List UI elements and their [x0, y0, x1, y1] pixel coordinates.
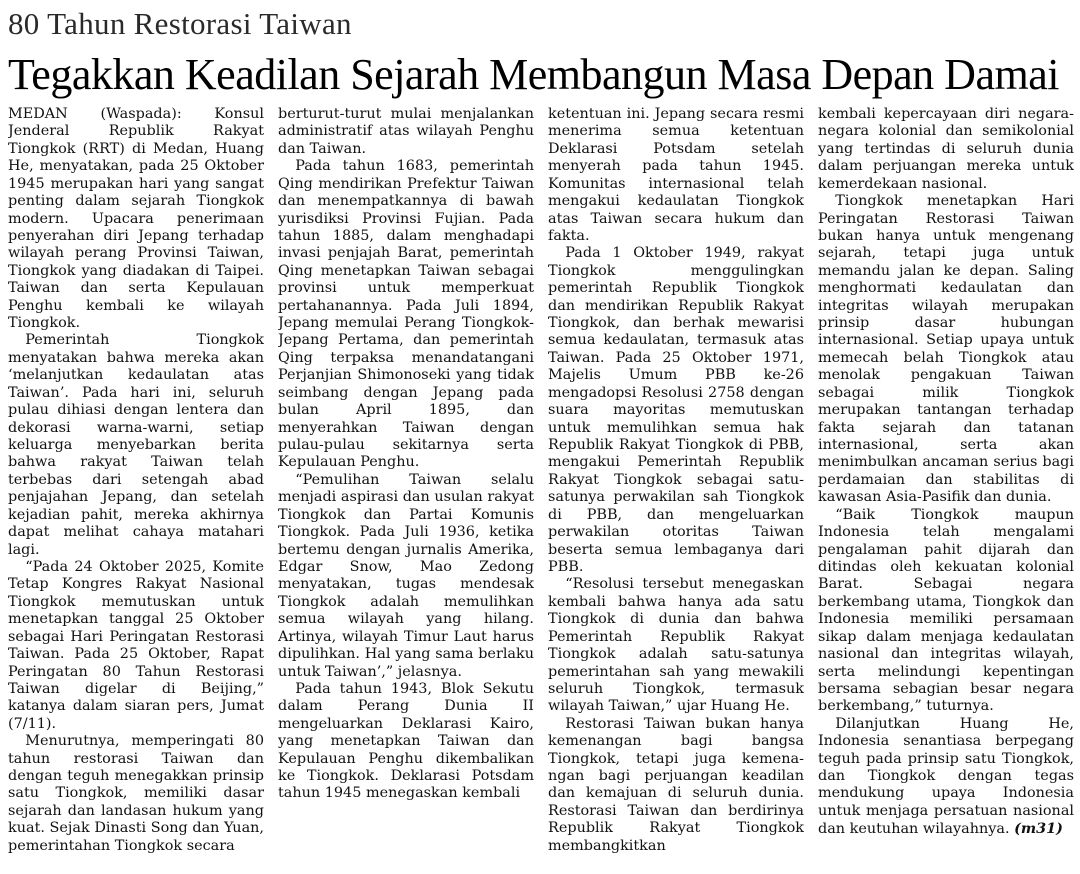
- headline: Tegakkan Keadilan Sejarah Membangun Masa Depan Damai: [8, 50, 1059, 99]
- paragraph: “Baik Tiongkok maupun Indonesia telah mengalami pengalaman pahit dijarah dan ditindas oleh kekuatan kolonial Barat. Sebagai negara berkembang utama, Tiongkok dan Indonesia memiliki persamaan sikap dalam menjaga kedaulatan nasional dan integritas wilayah, serta melindungi kepentingan bersama sebagian besar negara berkembang,” tuturnya.: [818, 506, 1074, 715]
- paragraph: Pada 1 Oktober 1949, rakyat Tiongkok menggulingkan pemerintah Republik Tiongkok dan mendirikan Republik Rakyat Tiongkok, dan berhak mewarisi semua kedaulatan, termasuk atas Taiwan. Pada 25 Oktober 1971, Majelis Umum PBB ke-26 mengadopsi Resolusi 2758 dengan suara mayoritas memutuskan untuk memulihkan semua hak Republik Rakyat Tiongkok di PBB, mengakui Pemerintah Republik Rakyat Tiongkok sebagai satu-satunya perwakilan sah Tiongkok di PBB, dan mengeluarkan perwakilan otoritas Taiwan beserta semua lembaganya dari PBB.: [548, 245, 804, 575]
- paragraph: kembali kepercayaan diri negara-negara kolonial dan semikolonial yang tertindas di seluruh dunia dalam perjuangan mereka untuk kemerdekaan nasional.: [818, 106, 1074, 192]
- paragraph: Pada tahun 1683, pemerintah Qing mendirikan Prefektur Taiwan dan menempatkannya di bawah yurisdiksi Provinsi Fujian. Pada tahun 1885, dalam menghadapi invasi penjajah Barat, pemerintah Qing menetapkan Taiwan sebagai provinsi untuk memperkuat pertahanannya. Pada Juli 1894, Jepang memulai Perang Tiongkok-Jepang Pertama, dan pemerintah Qing terpaksa menandatangani Perjanjian Shimonoseki yang tidak seimbang dengan Jepang pada bulan April 1895, dan menyerahkan Taiwan dengan pulau-pulau sekitarnya serta Kepulauan Penghu.: [278, 158, 534, 471]
- paragraph: Menurutnya, memperingati 80 tahun restorasi Taiwan dan dengan teguh menegakkan prinsip satu Tiongkok, memiliki dasar sejarah dan landasan hukum yang kuat. Sejak Dinasti Song dan Yuan, pemerintahan Tiongkok secara: [8, 733, 264, 854]
- byline: (m31): [1014, 820, 1063, 838]
- paragraph: Restorasi Taiwan bukan hanya kemenangan bagi bangsa Tiongkok, tetapi juga kemena-ngan bagi perjuangan keadilan dan kemajuan di seluruh dunia. Restorasi Taiwan dan berdirinya Republik Rakyat Tiongkok membangkitkan: [548, 715, 804, 854]
- kicker: 80 Tahun Restorasi Taiwan: [8, 6, 352, 41]
- paragraph: Pada tahun 1943, Blok Sekutu dalam Perang Dunia II mengeluarkan Deklarasi Kairo, yang menetapkan Taiwan dan Kepulauan Penghu dikembalikan ke Tiongkok. Deklarasi Potsdam tahun 1945 menegaskan kembali: [278, 680, 534, 802]
- paragraph: “Pada 24 Oktober 2025, Komite Tetap Kongres Rakyat Nasional Tiongkok memutuskan untuk menetapkan tanggal 25 Oktober sebagai Hari Peringatan Restorasi Taiwan. Pada 25 Oktober, Rapat Peringatan 80 Tahun Restorasi Taiwan digelar di Beijing,” katanya dalam siaran pers, Jumat (7/11).: [8, 558, 264, 732]
- paragraph: Pemerintah Tiongkok menyatakan bahwa mereka akan ‘melanjutkan kedaulatan atas Taiwan’. Pada hari ini, seluruh pulau dihiasi dengan lentera dan dekorasi warna-warni, setiap keluarga menyebarkan berita bahwa rakyat Taiwan telah terbebas dari setengah abad penjajahan Jepang, dan setelah kejadian pahit, mereka akhirnya dapat melihat cahaya matahari lagi.: [8, 332, 264, 558]
- paragraph: “Resolusi tersebut menegaskan kembali bahwa hanya ada satu Tiongkok di dunia dan bahwa Pemerintah Republik Rakyat Tiongkok adalah satu-satunya pemerintahan sah yang mewakili seluruh Tiongkok, termasuk wilayah Taiwan,” ujar Huang He.: [548, 576, 804, 715]
- paragraph: berturut-turut mulai menjalankan administratif atas wilayah Penghu dan Taiwan.: [278, 106, 534, 157]
- paragraph: “Pemulihan Taiwan selalu menjadi aspirasi dan usulan rakyat Tiongkok dan Partai Komunis Tiongkok. Pada Juli 1936, ketika bertemu dengan jurnalis Amerika, Edgar Snow, Mao Zedong menyatakan, tugas mendesak Tiongkok adalah memulihkan semua wilayah yang hilang. Artinya, wilayah Timur Laut harus dipulihkan. Hal yang sama berlaku untuk Taiwan’,” jelasnya.: [278, 471, 534, 680]
- column-1: [8, 106, 264, 874]
- column-2: [278, 106, 534, 874]
- paragraph: MEDAN (Waspada): Konsul Jenderal Republik Rakyat Tiongkok (RRT) di Medan, Huang He, menyatakan, pada 25 Oktober 1945 merupakan hari yang sangat penting dalam sejarah Tiongkok modern. Upacara penerimaan penyerahan diri Jepang terhadap wilayah perang Provinsi Taiwan, Tiongkok yang diadakan di Taipei. Taiwan dan serta Kepulauan Penghu kembali ke wilayah Tiongkok.: [8, 106, 264, 332]
- column-4: [818, 106, 1074, 874]
- paragraph: ketentuan ini. Jepang secara resmi menerima semua ketentuan Deklarasi Potsdam setelah menyerah pada tahun 1945. Komunitas internasional telah mengakui kedaulatan Tiongkok atas Taiwan secara hukum dan fakta.: [548, 106, 804, 244]
- column-3: [548, 106, 804, 874]
- last-paragraph: [818, 716, 1074, 839]
- paragraph: Tiongkok menetapkan Hari Peringatan Restorasi Taiwan bukan hanya untuk mengenang sejarah, tetapi juga untuk memandu jalan ke depan. Saling menghormati kedaulatan dan integritas wilayah merupakan prinsip dasar hubungan internasional. Setiap upaya untuk memecah belah Tiongkok atau menolak pengakuan Taiwan sebagai milik Tiongkok merupakan tantangan terhadap fakta sejarah dan tatanan internasional, serta akan menimbulkan ancaman serius bagi perdamaian dan stabilitas di kawasan Asia-Pasifik dan dunia.: [818, 193, 1074, 506]
- article-body: [8, 106, 1074, 874]
- paragraph-text: Dilanjutkan Huang He, Indonesia senantiasa berpegang teguh pada prinsip satu Tiongkok, dan Tiongkok dengan tegas mendukung upaya Indonesia untuk menjaga persatuan nasional dan keutuhan wilayahnya.: [818, 715, 1074, 838]
